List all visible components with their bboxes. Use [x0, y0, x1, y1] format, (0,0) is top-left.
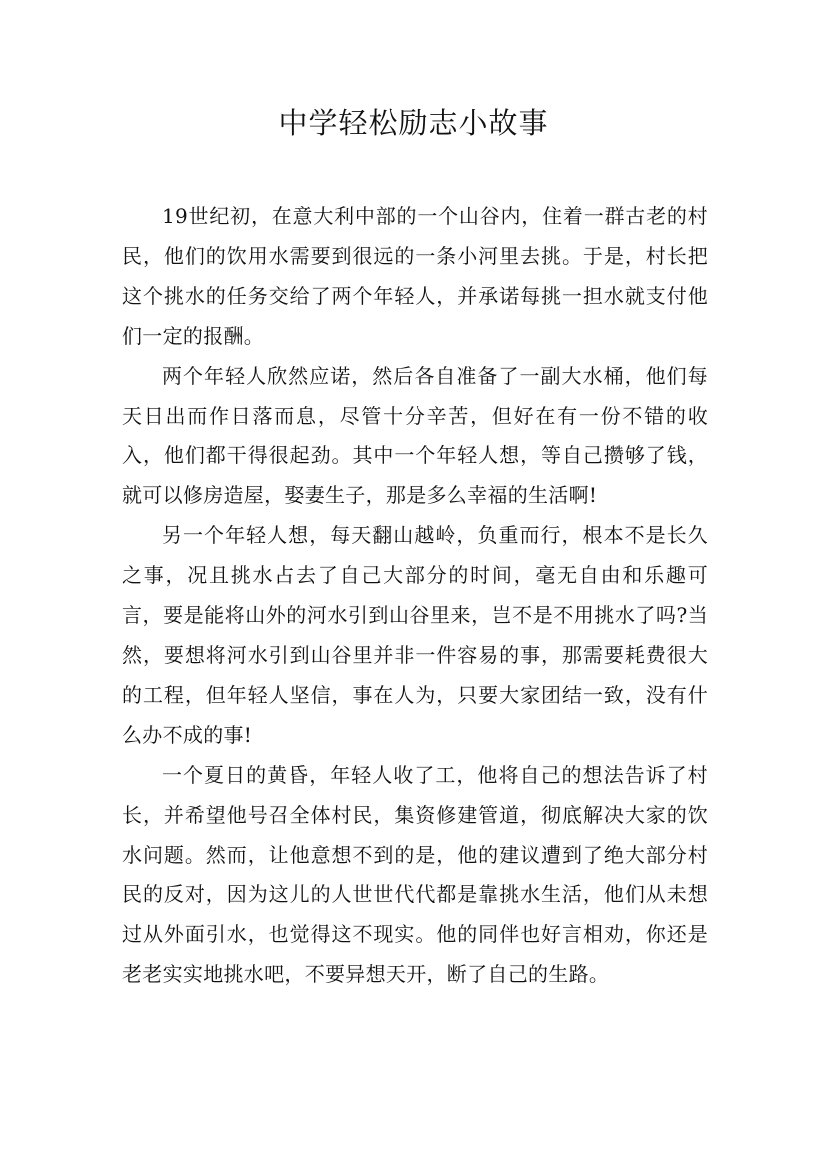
paragraph-3: 另一个年轻人想，每天翻山越岭，负重而行，根本不是长久之事，况且挑水占去了自己大部分的时间，毫无自由和乐趣可言，要是能将山外的河水引到山谷里来，岂不是不用挑水了吗?当然，要想将河水引到山谷里并非一件容易的事，那需要耗费很大的工程，但年轻人坚信，事在人为，只要大家团结一致，没有什么办不成的事!	[122, 523, 708, 747]
document-title: 中学轻松励志小故事	[278, 106, 549, 140]
paragraph-2: 两个年轻人欣然应诺，然后各自准备了一副大水桶，他们每天日出而作日落而息，尽管十分辛苦，但好在有一份不错的收入，他们都干得很起劲。其中一个年轻人想，等自己攒够了钱，就可以修房造屋，娶妻生子，那是多么幸福的生活啊!	[122, 363, 708, 508]
paragraph-1: 19世纪初，在意大利中部的一个山谷内，住着一群古老的村民，他们的饮用水需要到很远的一条小河里去挑。于是，村长把这个挑水的任务交给了两个年轻人，并承诺每挑一担水就支付他们一定的报酬。	[122, 204, 708, 348]
document-body	[122, 197, 708, 995]
paragraph-4: 一个夏日的黄昏，年轻人收了工，他将自己的想法告诉了村长，并希望他号召全体村民，集资修建管道，彻底解决大家的饮水问题。然而，让他意想不到的是，他的建议遭到了绝大部分村民的反对，因为这儿的人世世代代都是靠挑水生活，他们从未想过从外面引水，也觉得这不现实。他的同伴也好言相劝，你还是老老实实地挑水吧，不要异想天开，断了自己的生路。	[122, 762, 708, 987]
